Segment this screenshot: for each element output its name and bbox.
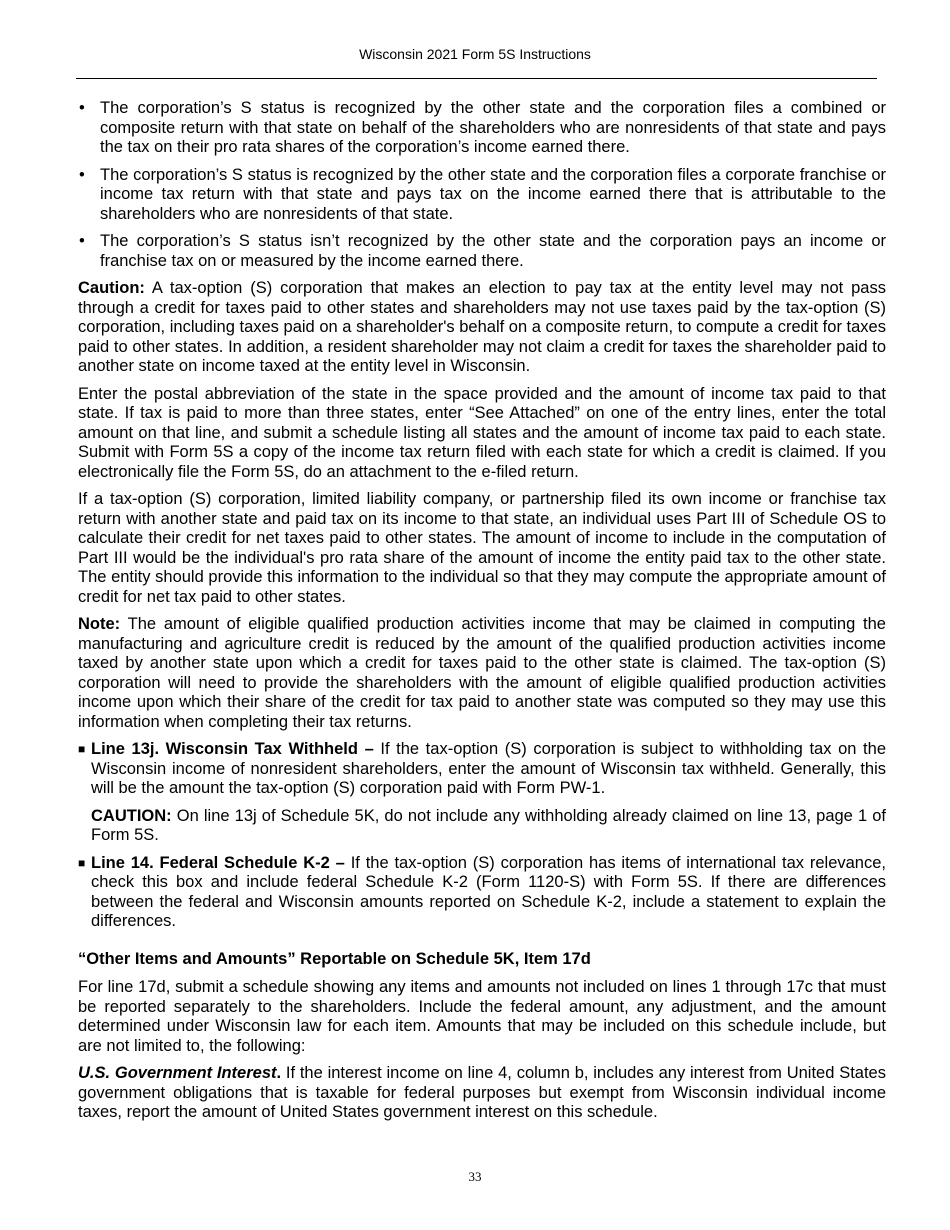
- bullet-text: The corporation’s S status isn’t recognized by the other state and the corporation pays an income or franchise tax on or measured by the income earned there.: [100, 232, 886, 270]
- caution-13j-paragraph: [91, 807, 886, 846]
- header-divider: [76, 78, 877, 79]
- caution-13j-text: On line 13j of Schedule 5K, do not include any withholding already claimed on line 13, page 1 of Form 5S.: [91, 806, 886, 844]
- bullet-symbol: •: [79, 232, 85, 250]
- caution-paragraph: [78, 279, 886, 377]
- note-paragraph: [78, 615, 886, 732]
- bullet-text: The corporation’s S status is recognized by the other state and the corporation files a corporate franchise or income tax return with that state and pays tax on the income earned there that is attributable to the shareholders who are nonresidents of that state.: [100, 165, 886, 223]
- bullet-item: [78, 166, 886, 225]
- us-government-interest-period: .: [276, 1064, 282, 1082]
- bullet-symbol: •: [79, 165, 85, 184]
- line-14-text-block: [91, 854, 886, 932]
- us-government-interest-paragraph: [78, 1064, 886, 1123]
- line-17d-paragraph: For line 17d, submit a schedule showing any items and amounts not included on lines 1 through 17c that must be reported separately to the shareholders. Include the federal amount, any adjustment, and the amount determined under Wisconsin law for each item. Amounts that may be included on this schedule include, but are not limited to, the following:: [78, 978, 886, 1055]
- line-14-item: [78, 854, 886, 932]
- line-13j-text: If the tax-option (S) corporation is subject to withholding tax on the Wisconsin income of nonresident shareholders, enter the amount of Wisconsin tax withheld. Generally, this will be the amount the tax-option (S) corporation paid with Form PW-1.: [91, 740, 886, 797]
- line-14-text: If the tax-option (S) corporation has items of international tax relevance, check this box and include federal Schedule K-2 (Form 1120-S) with Form 5S. If there are differences between the federal and Wisconsin amounts reported on Schedule K-2, include a statement to explain the differences.: [91, 853, 886, 930]
- line-13j-item: [78, 740, 886, 799]
- bullet-symbol: •: [79, 99, 85, 117]
- caution-13j-label: CAUTION:: [91, 806, 172, 825]
- page-body: [78, 99, 886, 1131]
- line-13j-label: Line 13j. Wisconsin Tax Withheld –: [91, 740, 374, 758]
- page-header: Wisconsin 2021 Form 5S Instructions: [359, 46, 591, 62]
- square-bullet-icon: ■: [78, 855, 86, 870]
- note-label: Note:: [78, 615, 121, 633]
- line-14-label: Line 14. Federal Schedule K-2 –: [91, 853, 345, 872]
- caution-text: A tax-option (S) corporation that makes an election to pay tax at the entity level may not pass through a credit for taxes paid to other states and shareholders may not use taxes paid by the tax-option (S) corporation, including taxes paid on a shareholder's behalf on a composite return, to compute a credit for taxes paid to other states. In addition, a resident shareholder may not claim a credit for taxes the shareholder paid to another state on income taxed at the entity level in Wisconsin.: [78, 279, 886, 375]
- note-text: The amount of eligible qualified production activities income that may be claimed in computing the manufacturing and agriculture credit is reduced by the amount of the qualified production activities income taxed by another state upon which a credit for taxes paid to the other state is claimed. The tax-option (S) corporation will need to provide the shareholders with the amount of eligible qualified production activities income upon which their share of the credit for tax paid to another state was computed so they may use this information when completing their tax returns.: [78, 615, 886, 731]
- section-heading: “Other Items and Amounts” Reportable on Schedule 5K, Item 17d: [78, 949, 591, 968]
- postal-abbreviation-paragraph: Enter the postal abbreviation of the state in the space provided and the amount of income tax paid to that state. If tax is paid to more than three states, enter “See Attached” on one of the entry lines, enter the total amount on that line, and submit a schedule listing all states and the amount of income tax paid to each state. Submit with Form 5S a copy of the income tax return filed with each state for which a credit is claimed. If you electronically file the Form 5S, do an attachment to the e-filed return.: [78, 384, 886, 481]
- square-bullet-icon: ■: [78, 742, 86, 756]
- us-government-interest-text: If the interest income on line 4, column b, includes any interest from United States government obligations that is taxable for federal purposes but exempt from Wisconsin individual income taxes, report the amount of United States government interest on this schedule.: [78, 1064, 886, 1121]
- bullet-item: [78, 99, 886, 158]
- us-government-interest-label: U.S. Government Interest: [78, 1064, 277, 1082]
- entity-tax-paragraph: If a tax-option (S) corporation, limited liability company, or partnership filed its own income or franchise tax return with another state and paid tax on its income to that state, an individual uses Part III of Schedule OS to calculate their credit for net taxes paid to other states. The amount of income to include in the computation of Part III would be the individual's pro rata share of the amount of income the entity paid tax to the other state. The entity should provide this information to the individual so that they may compute the appropriate amount of credit for net tax paid to other states.: [78, 490, 886, 606]
- page-number: 33: [468, 1169, 482, 1184]
- bullet-text: The corporation’s S status is recognized by the other state and the corporation files a combined or composite return with that state on behalf of the shareholders who are nonresidents of that state and pays the tax on their pro rata shares of the corporation’s income earned there.: [100, 99, 886, 156]
- caution-label: Caution:: [78, 279, 145, 297]
- bullet-item: [78, 232, 886, 271]
- line-13j-text-block: [91, 740, 886, 799]
